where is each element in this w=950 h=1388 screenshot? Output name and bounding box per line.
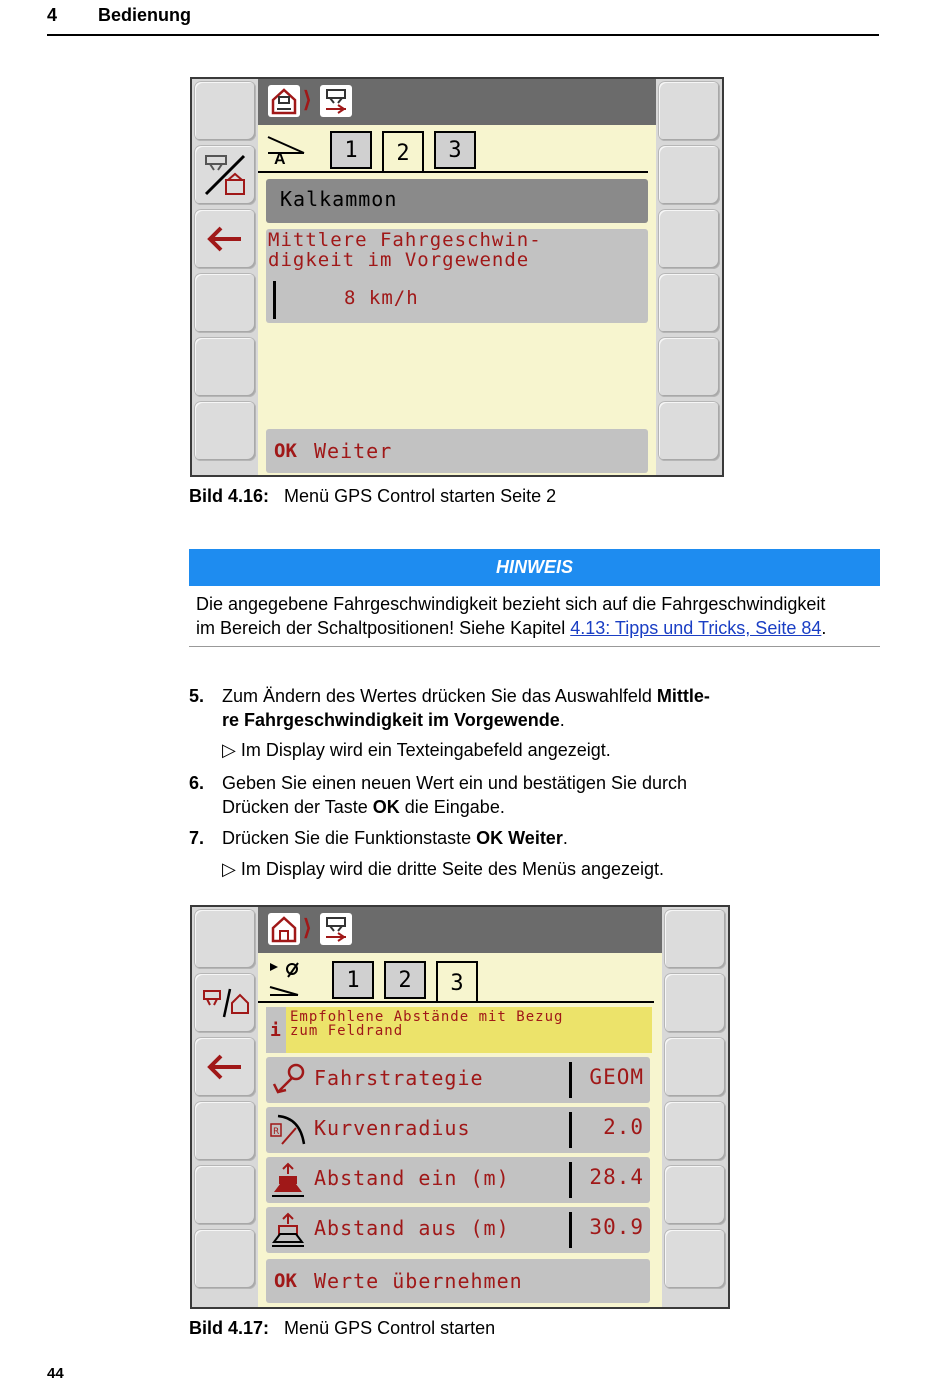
softkey-l1[interactable] bbox=[194, 81, 256, 141]
softkey-r5[interactable] bbox=[658, 337, 720, 397]
notice-line-1: Die angegebene Fahrgeschwindigkeit bezieht sich auf die Fahrgeschwindigkeit bbox=[196, 594, 826, 614]
info-box bbox=[266, 1007, 652, 1053]
step-6-end: die Eingabe. bbox=[399, 797, 505, 817]
row-label: Kurvenradius bbox=[314, 1116, 471, 1140]
row-value: 2.0 bbox=[603, 1115, 644, 1139]
speed-value: 8 km/h bbox=[344, 287, 419, 309]
step-7-bold: OK Weiter bbox=[476, 828, 563, 848]
tab-1[interactable]: 1 bbox=[332, 961, 374, 999]
softkey2-r4[interactable] bbox=[664, 1101, 726, 1161]
distance-off-icon bbox=[270, 1212, 306, 1248]
figure-caption-1-number: Bild 4.16: bbox=[189, 486, 270, 506]
row-fahrstrategie[interactable] bbox=[266, 1057, 650, 1103]
row-abstand-aus[interactable] bbox=[266, 1207, 650, 1253]
breadcrumb-chevron-icon: ⟩ bbox=[303, 915, 312, 940]
tab-2[interactable]: 2 bbox=[384, 961, 426, 999]
result-2-marker: ▷ bbox=[222, 859, 236, 879]
home-spreader-icon[interactable] bbox=[268, 85, 300, 117]
tab-1[interactable]: 1 bbox=[330, 131, 372, 169]
figure-caption-1 bbox=[189, 486, 556, 507]
row-separator bbox=[569, 1062, 572, 1098]
gps-satellite-icon bbox=[268, 959, 308, 1004]
spread-angle-icon bbox=[266, 133, 306, 162]
step-6-line-1: Geben Sie einen neuen Wert ein und bestätigen Sie durch bbox=[222, 773, 687, 793]
tab-underline bbox=[258, 1001, 654, 1003]
step-5 bbox=[189, 684, 789, 732]
row-value: GEOM bbox=[589, 1065, 644, 1089]
softkey-r6[interactable] bbox=[658, 401, 720, 461]
row-separator bbox=[569, 1162, 572, 1198]
svg-text:R: R bbox=[273, 1127, 280, 1137]
chapter-number: 4 bbox=[47, 5, 58, 25]
notice-line-end: . bbox=[821, 618, 827, 638]
notice-title: HINWEIS bbox=[189, 549, 880, 586]
result-1-marker: ▷ bbox=[222, 740, 236, 760]
step-5-number: 5. bbox=[189, 686, 205, 706]
speed-field-label-1: Mittlere Fahrgeschwin- bbox=[268, 229, 542, 251]
step-5-bold-2: re Fahrgeschwindigkeit im Vorgewende bbox=[222, 710, 560, 730]
notice-line-2: im Bereich der Schaltpositionen! Siehe Kapitel bbox=[196, 618, 571, 638]
step-7-number: 7. bbox=[189, 828, 205, 848]
softkey2-l4[interactable] bbox=[194, 1101, 256, 1161]
breadcrumb-bar-2 bbox=[258, 907, 662, 953]
notice-rule bbox=[189, 646, 880, 647]
softkey-l6[interactable] bbox=[194, 401, 256, 461]
softkey2-r3[interactable] bbox=[664, 1037, 726, 1097]
result-2-text: Im Display wird die dritte Seite des Menüs angezeigt. bbox=[240, 859, 665, 879]
softkey2-l1[interactable] bbox=[194, 909, 256, 969]
page-number: 44 bbox=[47, 1365, 64, 1382]
driving-strategy-icon bbox=[270, 1062, 306, 1098]
row-label: Abstand aus (m) bbox=[314, 1216, 510, 1240]
gps-control-icon[interactable] bbox=[320, 913, 352, 945]
softkey-switch-view[interactable] bbox=[194, 145, 256, 205]
figure-caption-2 bbox=[189, 1318, 495, 1339]
notice-text bbox=[196, 592, 876, 640]
speed-field-label-2: digkeit im Vorgewende bbox=[268, 249, 530, 271]
row-separator bbox=[569, 1212, 572, 1248]
breadcrumb-chevron-icon: ⟩ bbox=[303, 87, 312, 112]
row-label: Abstand ein (m) bbox=[314, 1166, 510, 1190]
step-7 bbox=[189, 826, 789, 850]
step-5-text: Zum Ändern des Wertes drücken Sie das Auswahlfeld bbox=[222, 686, 657, 706]
step-6 bbox=[189, 771, 789, 819]
terminal-screen-1 bbox=[190, 77, 724, 477]
apply-label: Werte übernehmen bbox=[314, 1269, 523, 1293]
speed-field[interactable] bbox=[266, 229, 648, 323]
tab-3[interactable]: 3 bbox=[436, 961, 478, 1003]
spreader-tractor-toggle-icon bbox=[200, 150, 250, 200]
softkey-r1[interactable] bbox=[658, 81, 720, 141]
step-6-bold: OK bbox=[372, 797, 400, 817]
step-7-text: Drücken Sie die Funktionstaste bbox=[222, 828, 477, 848]
softkey2-r2[interactable] bbox=[664, 973, 726, 1033]
product-field[interactable] bbox=[266, 179, 648, 223]
info-line-1: Empfohlene Abstände mit Bezug bbox=[290, 1009, 564, 1025]
curve-radius-icon bbox=[270, 1112, 306, 1148]
result-1-text: Im Display wird ein Texteingabefeld angezeigt. bbox=[240, 740, 611, 760]
arrow-left-icon bbox=[205, 224, 245, 254]
tab-underline bbox=[258, 171, 648, 173]
tab-2[interactable]: 2 bbox=[382, 131, 424, 173]
result-2 bbox=[222, 859, 664, 880]
info-line-2: zum Feldrand bbox=[290, 1023, 404, 1039]
info-icon: i bbox=[270, 1020, 282, 1041]
left-softkeys-2 bbox=[192, 907, 258, 1291]
row-kurvenradius[interactable] bbox=[266, 1107, 650, 1153]
row-value: 30.9 bbox=[589, 1215, 644, 1239]
softkey-r4[interactable] bbox=[658, 273, 720, 333]
softkey2-l6[interactable] bbox=[194, 1229, 256, 1289]
softkey-r2[interactable] bbox=[658, 145, 720, 205]
softkey-l4[interactable] bbox=[194, 273, 256, 333]
arrow-left-icon bbox=[205, 1052, 245, 1082]
softkey2-back[interactable] bbox=[194, 1037, 256, 1097]
terminal-screen-2 bbox=[190, 905, 730, 1309]
softkey2-r6[interactable] bbox=[664, 1229, 726, 1289]
right-softkeys-2 bbox=[662, 907, 728, 1291]
product-name: Kalkammon bbox=[280, 187, 398, 211]
figure-caption-2-text: Menü GPS Control starten bbox=[284, 1318, 496, 1338]
step-5-bold-1: Mittle- bbox=[656, 686, 710, 706]
ok-key-label: OK bbox=[274, 1270, 297, 1292]
step-5-end: . bbox=[559, 710, 565, 730]
row-value: 28.4 bbox=[589, 1165, 644, 1189]
softkey-l5[interactable] bbox=[194, 337, 256, 397]
spreader-home-toggle-icon bbox=[200, 983, 250, 1023]
softkey2-l5[interactable] bbox=[194, 1165, 256, 1225]
spread-angle-marker: A bbox=[274, 151, 286, 168]
display-1 bbox=[258, 79, 656, 475]
distance-on-icon bbox=[270, 1162, 306, 1198]
ok-key-label: OK bbox=[274, 440, 297, 462]
row-separator bbox=[569, 1112, 572, 1148]
softkey2-r5[interactable] bbox=[664, 1165, 726, 1225]
row-abstand-ein[interactable] bbox=[266, 1157, 650, 1203]
left-softkeys bbox=[192, 79, 258, 463]
step-6-line-2: Drücken der Taste bbox=[222, 797, 373, 817]
breadcrumb-bar bbox=[258, 79, 656, 125]
header-rule bbox=[47, 34, 879, 36]
right-softkeys bbox=[656, 79, 722, 463]
softkey2-switch-view[interactable] bbox=[194, 973, 256, 1033]
figure-caption-1-text: Menü GPS Control starten Seite 2 bbox=[284, 486, 557, 506]
ok-continue-button[interactable] bbox=[266, 429, 648, 473]
gps-control-icon[interactable] bbox=[320, 85, 352, 117]
ok-apply-button[interactable] bbox=[266, 1259, 650, 1303]
softkey2-r1[interactable] bbox=[664, 909, 726, 969]
continue-label: Weiter bbox=[314, 439, 393, 463]
chapter-title: Bedienung bbox=[98, 5, 191, 25]
tab-3[interactable]: 3 bbox=[434, 131, 476, 169]
display-2 bbox=[258, 907, 662, 1307]
softkey-back[interactable] bbox=[194, 209, 256, 269]
figure-caption-2-number: Bild 4.17: bbox=[189, 1318, 270, 1338]
step-7-end: . bbox=[562, 828, 568, 848]
home-icon[interactable] bbox=[268, 913, 300, 945]
text-cursor bbox=[273, 281, 276, 319]
softkey-r3[interactable] bbox=[658, 209, 720, 269]
step-6-number: 6. bbox=[189, 773, 205, 793]
row-label: Fahrstrategie bbox=[314, 1066, 484, 1090]
chapter-link[interactable]: 4.13: Tipps und Tricks, Seite 84 bbox=[570, 618, 822, 638]
result-1 bbox=[222, 740, 611, 761]
